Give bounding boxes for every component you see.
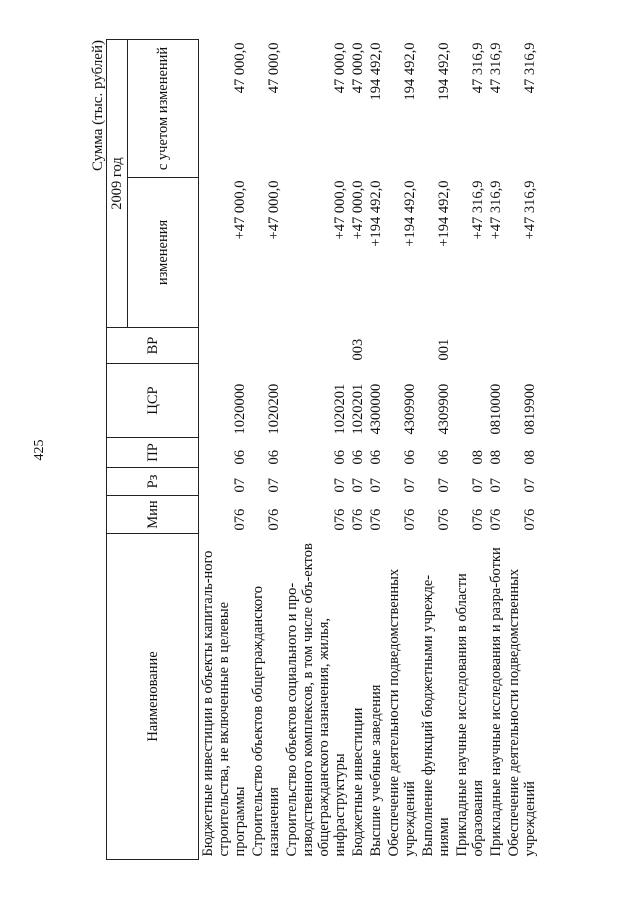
page-number: 425 [32, 439, 47, 461]
row-name: Строительство объектов общегражданского назначения [250, 586, 282, 857]
row-change: +194 492,0 [402, 180, 418, 247]
row-change: +47 316,9 [488, 180, 504, 240]
row-vr [385, 328, 419, 364]
table-row [419, 39, 453, 859]
row-min: 076 [488, 508, 504, 531]
row-name: Прикладные научные исследования в области образования [454, 573, 486, 857]
header-rz: Рз [107, 468, 199, 496]
row-change: +47 000,0 [232, 180, 248, 240]
row-rz: 07 [332, 478, 348, 493]
row-rz: 07 [488, 478, 504, 493]
row-vr [367, 328, 385, 364]
header-min: Мин [107, 496, 199, 534]
row-min: 076 [232, 508, 248, 531]
header-vr: ВР [107, 328, 199, 364]
row-pr: 06 [232, 450, 248, 465]
row-total: 194 492,0 [402, 42, 418, 101]
row-rz: 07 [350, 478, 366, 493]
row-csr: 0819900 [522, 383, 538, 435]
table-row [487, 39, 505, 859]
header-with-changes: с учетом изменений [128, 39, 199, 177]
row-total: 47 000,0 [232, 42, 248, 94]
row-total: 47 000,0 [350, 42, 366, 94]
row-rz: 07 [266, 478, 282, 493]
table-row [367, 39, 385, 859]
table-row [283, 39, 349, 859]
row-vr: 001 [436, 338, 452, 361]
row-csr: 1020200 [266, 383, 282, 435]
header-csr: ЦСР [107, 364, 199, 438]
table-row [385, 39, 419, 859]
row-pr: 06 [436, 450, 452, 465]
row-name: Строительство объектов социального и про-изводственного комплексов, в том числе объ-ектов общегражданского назначения, жилья, инфраструктуры [284, 543, 348, 857]
header-name: Наименование [107, 534, 199, 860]
row-min: 076 [470, 508, 486, 531]
header-year: 2009 год [107, 39, 128, 327]
row-name: Бюджетные инвестиции [350, 707, 366, 857]
row-min: 076 [436, 508, 452, 531]
row-min: 076 [522, 508, 538, 531]
row-total: 47 316,9 [522, 42, 538, 94]
row-total: 47 316,9 [488, 42, 504, 94]
table-row [505, 39, 539, 859]
row-csr [453, 364, 487, 438]
row-pr: 06 [402, 450, 418, 465]
row-min: 076 [332, 508, 348, 531]
row-csr: 0810000 [488, 383, 504, 435]
header-changes: изменения [128, 178, 199, 328]
row-change: +47 316,9 [470, 180, 486, 240]
row-min: 076 [350, 508, 366, 531]
row-name: Бюджетные инвестиции в объекты капиталь-ного строительства, не включенные в целевые программы [200, 550, 248, 857]
row-total: 194 492,0 [368, 42, 384, 101]
row-vr [249, 328, 283, 364]
table-row [199, 39, 250, 859]
row-pr: 06 [350, 450, 366, 465]
row-pr: 08 [522, 450, 538, 465]
row-csr: 4309900 [402, 383, 418, 435]
row-change: +47 000,0 [332, 180, 348, 240]
row-change: +47 000,0 [350, 180, 366, 240]
row-rz: 07 [232, 478, 248, 493]
table-row [249, 39, 283, 859]
row-csr: 4309900 [436, 383, 452, 435]
row-rz: 07 [522, 478, 538, 493]
row-pr: 08 [470, 450, 486, 465]
row-name: Обеспечение деятельности подведомственных учреждений [386, 568, 418, 857]
row-name: Высшие учебные заведения [368, 684, 384, 857]
row-csr: 1020000 [232, 383, 248, 435]
table-body [199, 39, 540, 859]
row-change: +47 000,0 [266, 180, 282, 240]
row-csr: 1020201 [332, 383, 348, 435]
table-header [107, 39, 199, 859]
row-rz: 07 [436, 478, 452, 493]
row-rz: 07 [470, 478, 486, 493]
budget-table [106, 39, 539, 860]
row-change: +47 316,9 [522, 180, 538, 240]
row-pr: 08 [488, 450, 504, 465]
row-min: 076 [266, 508, 282, 531]
table-row [453, 39, 487, 859]
header-pr: ПР [107, 438, 199, 468]
row-vr [487, 328, 505, 364]
rotated-table-canvas [90, 40, 560, 860]
row-min: 076 [368, 508, 384, 531]
row-rz: 07 [368, 478, 384, 493]
row-change: +194 492,0 [368, 180, 384, 247]
row-min: 076 [402, 508, 418, 531]
unit-label: Сумма (тыс. рублей) [90, 40, 106, 172]
row-vr [199, 328, 250, 364]
row-vr [505, 328, 539, 364]
row-csr: 4300000 [368, 383, 384, 435]
row-change: +194 492,0 [436, 180, 452, 247]
row-name: Выполнение функций бюджетными учрежде-ниями [420, 574, 452, 857]
row-csr: 1020201 [350, 383, 366, 435]
row-rz: 07 [402, 478, 418, 493]
row-total: 47 000,0 [332, 42, 348, 94]
row-total: 47 316,9 [470, 42, 486, 94]
row-pr: 06 [332, 450, 348, 465]
row-vr: 003 [350, 338, 366, 361]
row-total: 47 000,0 [266, 42, 282, 94]
table-row [349, 39, 367, 859]
row-name: Обеспечение деятельности подведомственных учреждений [506, 568, 538, 857]
row-total: 194 492,0 [436, 42, 452, 101]
row-name: Прикладные научные исследования и разра-ботки [488, 547, 504, 857]
row-pr: 06 [266, 450, 282, 465]
row-vr [453, 328, 487, 364]
row-pr: 06 [368, 450, 384, 465]
row-vr [283, 328, 349, 364]
